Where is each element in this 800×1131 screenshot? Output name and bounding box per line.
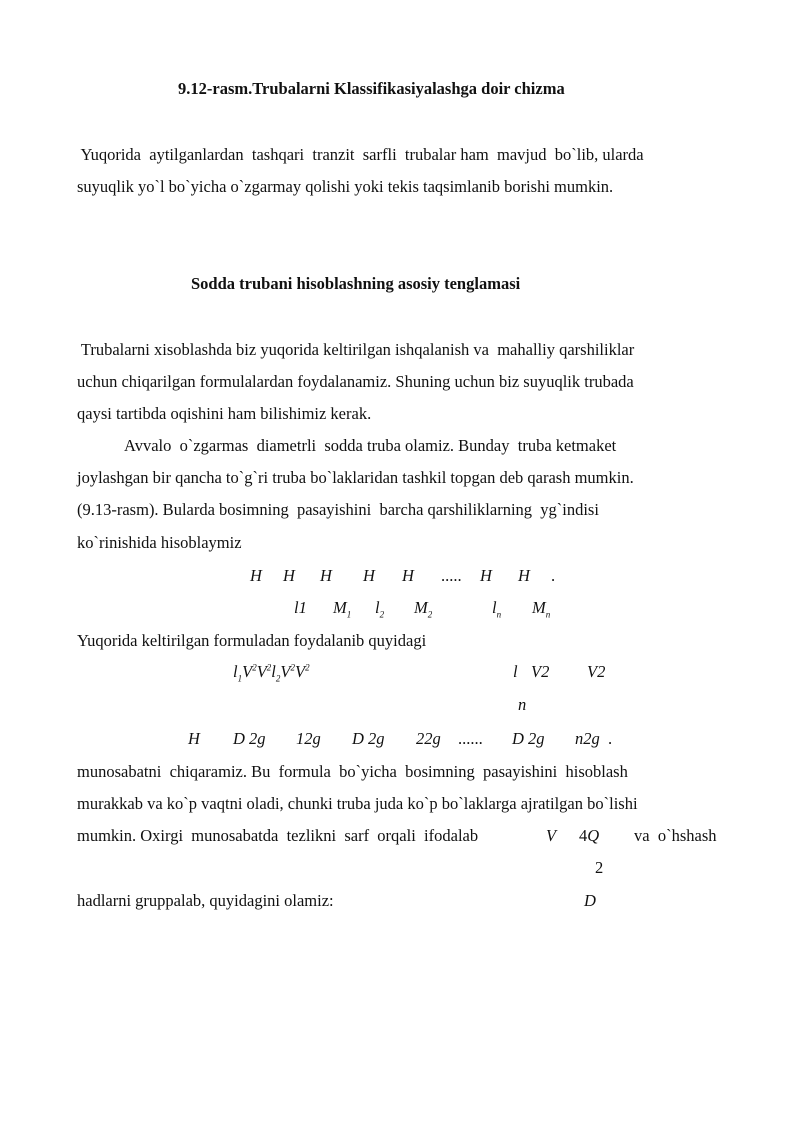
formula-1-symbol: H (283, 566, 295, 585)
paragraph-5-line-3: mumkin. Oxirgi munosabatda tezlikni sarf orqali ifodalab (77, 826, 479, 845)
formula-1-symbol: H (480, 566, 492, 585)
formula-1-subterm: $l_2$ (375, 598, 385, 620)
formula-1-symbol: H (402, 566, 414, 585)
section-heading: Sodda trubani hisoblashning asosiy tenglamasi (191, 274, 521, 293)
formula-1-period: . (551, 566, 556, 585)
velocity-symbol: V (546, 826, 557, 845)
formula-2-period: . (608, 729, 613, 748)
paragraph-5-line-4: hadlarni gruppalab, quyidagini olamiz: (77, 891, 334, 910)
formula-2-term: n2g (575, 729, 600, 748)
formula-2-numerator: V2 (587, 662, 606, 681)
paragraph-5-line-2: murakkab va ko`p vaqtni oladi, chunki truba juda ko`p bo`laklarga ajratilgan bo`lishi (77, 794, 638, 813)
formula-1-ellipsis: ..... (441, 566, 462, 585)
formula-2-term: H (188, 729, 200, 748)
flow-numerator: 4Q (579, 826, 600, 845)
formula-2-numerator: l (513, 662, 518, 681)
formula-1-symbol: H (250, 566, 262, 585)
paragraph-2-line-3: qaysi tartibda oqishini ham bilishimiz kerak. (77, 404, 372, 423)
formula-2-subscript-n: n (518, 695, 527, 714)
figure-caption: 9.12-rasm.Trubalarni Klassifikasiyalashga doir chizma (178, 79, 565, 98)
paragraph-2-line-1: Trubalarni xisoblashda biz yuqorida keltirilgan ishqalanish va mahalliy qarshiliklar (77, 340, 635, 359)
formula-1-subterm: $M_2$ (414, 598, 433, 620)
formula-2-term: D 2g (512, 729, 545, 748)
formula-2-term: 12g (296, 729, 321, 748)
formula-1-subterm: l1 (294, 598, 307, 617)
paragraph-5-line-3-end: va o`hshash (634, 826, 717, 845)
paragraph-3-line-1: Avvalo o`zgarmas diametrli sodda truba olamiz. Bunday truba ketmaket (124, 436, 617, 455)
formula-1-subterm: $M_1$ (333, 598, 352, 620)
paragraph-4: Yuqorida keltirilgan formuladan foydalanib quyidagi (77, 631, 427, 650)
paragraph-1-line-2: suyuqlik yo`l bo`yicha o`zgarmay qolishi yoki tekis taqsimlanib borishi mumkin. (77, 177, 614, 196)
formula-1-symbol: H (518, 566, 530, 585)
fraction-exponent: 2 (595, 858, 604, 877)
formula-2-term: 22g (416, 729, 441, 748)
formula-1-subterm: $M_n$ (532, 598, 551, 620)
formula-2-ellipsis: ...... (458, 729, 483, 748)
formula-1-subterm: $l_n$ (492, 598, 502, 620)
paragraph-5-line-1: munosabatni chiqaramiz. Bu formula bo`yicha bosimning pasayishini hisoblash (77, 762, 628, 781)
paragraph-3-line-3: (9.13-rasm). Bularda bosimning pasayishini barcha qarshiliklarning yg`indisi (77, 500, 599, 519)
formula-2-numerator-left: $l_1V^2V^2l_2V^2V^2$ (233, 662, 310, 684)
paragraph-3-line-4: ko`rinishida hisoblaymiz (77, 533, 242, 552)
formula-2-term: D 2g (352, 729, 385, 748)
paragraph-2-line-2: uchun chiqarilgan formulalardan foydalanamiz. Shuning uchun biz suyuqlik trubada (77, 372, 634, 391)
formula-1-symbol: H (320, 566, 332, 585)
paragraph-1-line-1: Yuqorida aytilganlardan tashqari tranzit sarfli trubalar ham mavjud bo`lib, ularda (77, 145, 644, 164)
fraction-denominator: D (584, 891, 596, 910)
formula-1-symbol: H (363, 566, 375, 585)
formula-2-numerator: V2 (531, 662, 550, 681)
paragraph-3-line-2: joylashgan bir qancha to`g`ri truba bo`laklaridan tashkil topgan deb qarash mumkin. (77, 468, 634, 487)
formula-2-term: D 2g (233, 729, 266, 748)
